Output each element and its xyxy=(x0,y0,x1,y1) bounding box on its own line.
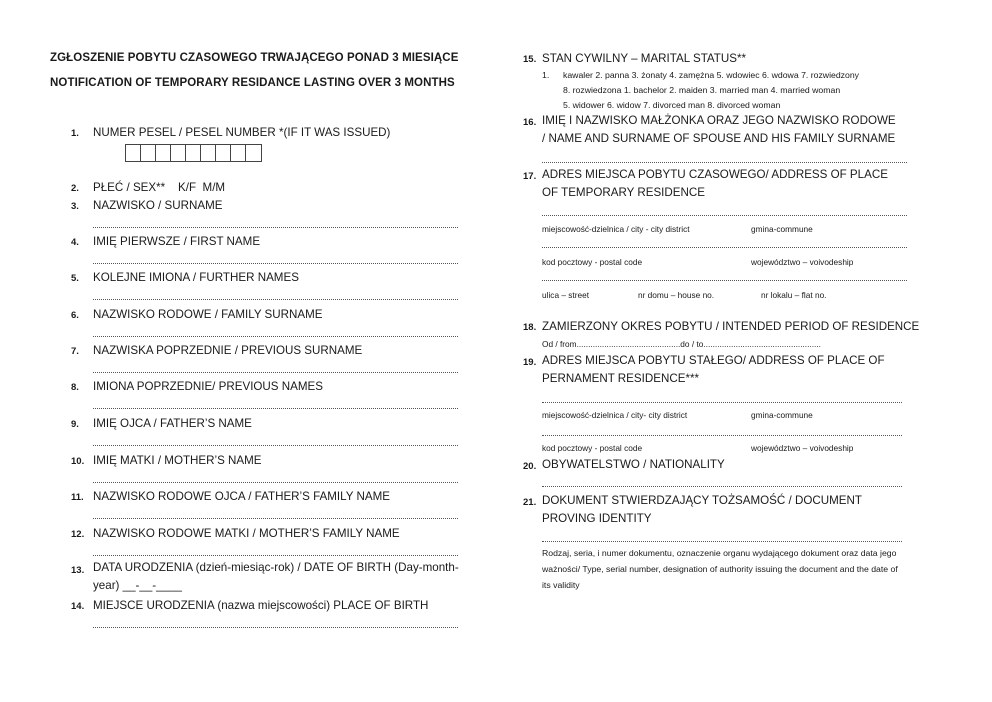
field-number: 9. xyxy=(71,419,79,430)
field-number: 3. xyxy=(71,201,79,212)
commune-caption: gmina-commune xyxy=(751,410,813,420)
spouse-name-field[interactable] xyxy=(542,161,907,163)
identity-document-field[interactable] xyxy=(542,540,902,542)
period-from-to-field[interactable]: Od / from.............................................do / to................................................... xyxy=(542,339,821,349)
street-caption: ulica – street xyxy=(542,290,590,300)
field-number: 15. xyxy=(523,54,537,65)
field-number: 13. xyxy=(71,565,85,576)
field-number: 8. xyxy=(71,382,79,393)
field-number: 4. xyxy=(71,237,79,248)
field-number: 12. xyxy=(71,529,85,540)
further-names-label: KOLEJNE IMIONA / FURTHER NAMES xyxy=(93,271,299,284)
marital-option-number: 1. xyxy=(542,70,550,80)
marital-status-label: STAN CYWILNY – MARITAL STATUS** xyxy=(542,52,746,65)
field-number: 10. xyxy=(71,456,85,467)
surname-field[interactable] xyxy=(93,226,458,228)
family-surname-field[interactable] xyxy=(93,335,458,337)
marital-options-line-3: 5. widower 6. widow 7. divorced man 8. divorced woman xyxy=(563,100,781,110)
previous-names-field[interactable] xyxy=(93,407,458,409)
field-number: 2. xyxy=(71,183,79,194)
date-of-birth-label: DATA URODZENIA (dzień-miesiąc-rok) / DATE OF BIRTH (Day-month-year) __-__-____ xyxy=(93,561,459,592)
perm-address-line-1[interactable] xyxy=(542,401,902,403)
field-number: 19. xyxy=(523,357,537,368)
nationality-label: OBYWATELSTWO / NATIONALITY xyxy=(542,458,725,471)
further-names-field[interactable] xyxy=(93,298,458,300)
previous-surname-field[interactable] xyxy=(93,371,458,373)
field-number: 16. xyxy=(523,117,537,128)
marital-options-line-1: kawaler 2. panna 3. żonaty 4. zamężna 5. wdowiec 6. wdowa 7. rozwiedzony xyxy=(563,70,860,80)
field-number: 1. xyxy=(71,128,79,139)
first-name-label: IMIĘ PIERWSZE / FIRST NAME xyxy=(93,235,261,248)
city-district-caption: miejscowość-dzielnica / city- city district xyxy=(542,410,688,420)
previous-names-label: IMIONA POPRZEDNIE/ PREVIOUS NAMES xyxy=(93,380,323,393)
field-number: 17. xyxy=(523,171,537,182)
perm-address-line-2[interactable] xyxy=(542,434,902,436)
city-district-caption: miejscowość-dzielnica / city - city district xyxy=(542,224,690,234)
fathers-name-field[interactable] xyxy=(93,444,458,446)
temp-address-line-1[interactable] xyxy=(542,214,907,216)
temp-address-line-2[interactable] xyxy=(542,246,907,248)
family-surname-label: NAZWISKO RODOWE / FAMILY SURNAME xyxy=(93,308,323,321)
identity-document-label: DOKUMENT STWIERDZAJĄCY TOŻSAMOŚĆ / DOCUMENT PROVING IDENTITY xyxy=(542,494,862,525)
temp-address-line-3[interactable] xyxy=(542,279,907,281)
sex-label: PŁEĆ / SEX** K/F M/M xyxy=(93,181,226,194)
field-number: 11. xyxy=(71,492,84,503)
fathers-name-label: IMIĘ OJCA / FATHER’S NAME xyxy=(93,417,252,430)
commune-caption: gmina-commune xyxy=(751,224,813,234)
field-number: 14. xyxy=(71,601,85,612)
place-of-birth-field[interactable] xyxy=(93,626,458,628)
form-title-polish: ZGŁOSZENIE POBYTU CZASOWEGO TRWAJĄCEGO PONAD 3 MIESIĄCE xyxy=(50,52,459,64)
field-number: 6. xyxy=(71,310,79,321)
field-number: 20. xyxy=(523,461,537,472)
fathers-family-name-field[interactable] xyxy=(93,517,458,519)
marital-options-line-2: 8. rozwiedzona 1. bachelor 2. maiden 3. married man 4. married woman xyxy=(563,85,841,95)
voivodeship-caption: województwo – voivodeship xyxy=(751,257,854,267)
fathers-family-name-label: NAZWISKO RODOWE OJCA / FATHER’S FAMILY NAME xyxy=(93,490,390,503)
mothers-name-field[interactable] xyxy=(93,481,458,483)
previous-surname-label: NAZWISKA POPRZEDNIE / PREVIOUS SURNAME xyxy=(93,344,363,357)
surname-label: NAZWISKO / SURNAME xyxy=(93,199,223,212)
mothers-family-name-field[interactable] xyxy=(93,554,458,556)
voivodeship-caption: województwo – voivodeship xyxy=(751,443,854,453)
mothers-name-label: IMIĘ MATKI / MOTHER’S NAME xyxy=(93,454,262,467)
postal-code-caption: kod pocztowy - postal code xyxy=(542,257,643,267)
postal-code-caption: kod pocztowy - postal code xyxy=(542,443,643,453)
spouse-name-label: IMIĘ I NAZWISKO MAŁŻONKA ORAZ JEGO NAZWISKO RODOWE / NAME AND SURNAME OF SPOUSE AND HIS FAMILY SURNAME xyxy=(542,114,896,145)
flat-number-caption: nr lokalu – flat no. xyxy=(761,290,827,300)
field-number: 21. xyxy=(523,497,537,508)
pesel-label: NUMER PESEL / PESEL NUMBER *(IF IT WAS ISSUED) xyxy=(93,126,391,139)
house-number-caption: nr domu – house no. xyxy=(638,290,715,300)
nationality-field[interactable] xyxy=(542,485,902,487)
first-name-field[interactable] xyxy=(93,262,458,264)
permanent-address-label: ADRES MIEJSCA POBYTU STAŁEGO/ ADDRESS OF PLACE OF PERNAMENT RESIDENCE*** xyxy=(542,354,885,385)
pesel-boxes[interactable] xyxy=(125,144,262,162)
mothers-family-name-label: NAZWISKO RODOWE MATKI / MOTHER’S FAMILY NAME xyxy=(93,527,400,540)
field-number: 5. xyxy=(71,273,79,284)
identity-document-note: Rodzaj, seria, i numer dokumentu, oznaczenie organu wydającego dokument oraz data jego ważności/ Type, serial number, designation of authority issuing the document and the date of its validity xyxy=(542,548,898,590)
intended-period-label: ZAMIERZONY OKRES POBYTU / INTENDED PERIOD OF RESIDENCE xyxy=(542,320,920,333)
field-number: 18. xyxy=(523,322,537,333)
place-of-birth-label: MIEJSCE URODZENIA (nazwa miejscowości) PLACE OF BIRTH xyxy=(93,599,429,612)
temporary-address-label: ADRES MIEJSCA POBYTU CZASOWEGO/ ADDRESS OF PLACE OF TEMPORARY RESIDENCE xyxy=(542,168,888,199)
field-number: 7. xyxy=(71,346,79,357)
form-title-english: NOTIFICATION OF TEMPORARY RESIDANCE LASTING OVER 3 MONTHS xyxy=(50,77,455,89)
